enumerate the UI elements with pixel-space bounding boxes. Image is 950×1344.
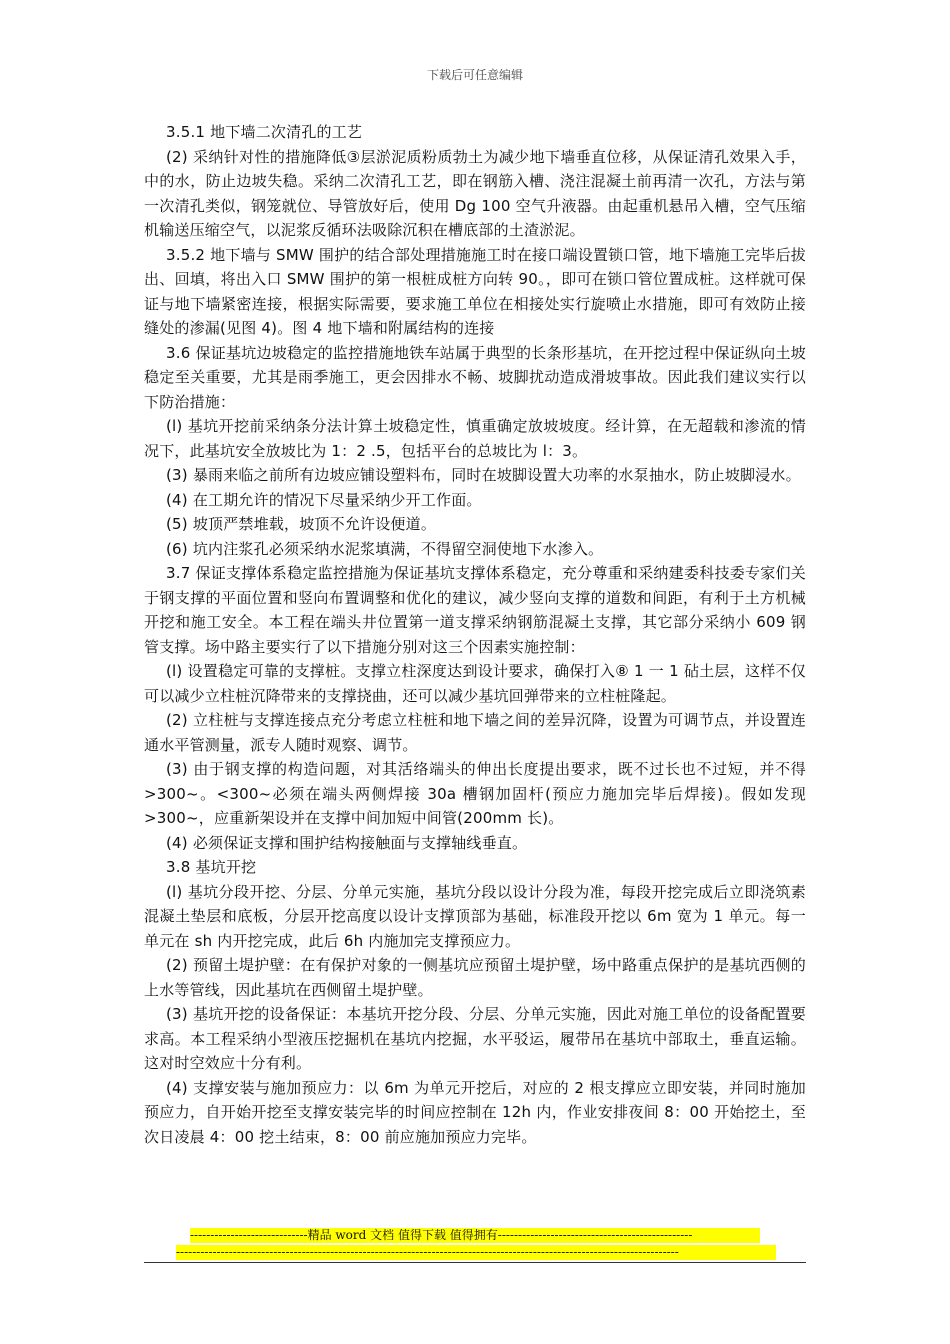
paragraph: 3.5.2 地下墙与 SMW 围护的结合部处理措施施工时在接口端设置锁口管，地下墙施工完毕后拔出、回填，将出入口 SMW 围护的第一根桩成桩方向转 90。，即可在锁口管位置成桩。这样就可保证与地下墙紧密连接，根据实际需要，要求施工单位在相接处实行旋喷止水措施，即可有效防止接缝处的渗漏(见图 4)。图 4 地下墙和附属结构的连接	[144, 245, 806, 337]
paragraph: (3) 由于钢支撑的构造问题，对其活络端头的伸出长度提出要求，既不过长也不过短，并不得>300~。<300~必须在端头两侧焊接 30a 槽钢加固杆(预应力施加完毕后焊接)。假如发现>300~，应重新架设并在支撑中间加短中间管(200mm 长)。	[144, 760, 806, 827]
paragraph: (2) 采纳针对性的措施降低③层淤泥质粉质勃土为减少地下墙垂直位移，从保证清孔效果入手，中的水，防止边坡失稳。采纳二次清孔工艺，即在钢筋入槽、浇注混凝土前再清一次孔，方法与第一次清孔类似，钢笼就位、导管放好后，使用 Dg 100 空气升液器。由起重机悬吊入槽，空气压缩机输送压缩空气，以泥浆反循环法吸除沉积在槽底部的土渣淤泥。	[144, 147, 806, 239]
paragraph: (6) 坑内注浆孔必须采纳水泥浆填满，不得留空洞使地下水渗入。	[166, 539, 604, 558]
paragraph: (l) 基坑开挖前采纳条分法计算土坡稳定性，慎重确定放坡坡度。经计算，在无超载和渗流的情况下，此基坑安全放坡比为 1：2 .5，包括平台的总坡比为 l：3。	[144, 417, 806, 460]
footer-divider	[144, 1262, 806, 1263]
document-body	[144, 120, 806, 1149]
footer-banner-line-1: -----------------------------精品 word 文档 值得下载 值得拥有------------------------------------------------	[190, 1228, 760, 1243]
paragraph: (2) 立柱桩与支撑连接点充分考虑立柱桩和地下墙之间的差异沉降，设置为可调节点，并设置连通水平管测量，派专人随时观察、调节。	[144, 711, 806, 754]
paragraph: (2) 预留土堤护壁：在有保护对象的一侧基坑应预留土堤护壁，场中路重点保护的是基坑西侧的上水等管线，因此基坑在西侧留土堤护壁。	[144, 956, 806, 999]
heading-3-5-1: 3.5.1 地下墙二次清孔的工艺	[166, 123, 363, 141]
paragraph: (3) 基坑开挖的设备保证：本基坑开挖分段、分层、分单元实施，因此对施工单位的设备配置要求高。本工程采纳小型液压挖掘机在基坑内挖掘，水平驳运，履带吊在基坑中部取土，垂直运输。这对时空效应十分有利。	[144, 1005, 806, 1072]
paragraph: (5) 坡顶严禁堆载，坡顶不允许设便道。	[166, 515, 437, 533]
paragraph: (l) 基坑分段开挖、分层、分单元实施，基坑分段以设计分段为准，每段开挖完成后立即浇筑素混凝土垫层和底板，分层开挖高度以设计支撑顶部为基础，标准段开挖以 6m 宽为 1 单元。每一单元在 sh 内开挖完成，此后 6h 内施加完支撑预应力。	[144, 882, 806, 950]
paragraph: 3.7 保证支撑体系稳定监控措施为保证基坑支撑体系稳定，充分尊重和采纳建委科技委专家们关于钢支撑的平面位置和竖向布置调整和优化的建议，减少竖向支撑的道数和间距，有利于土方机械开挖和施工安全。本工程在端头井位置第一道支撑采纳钢筋混凝土支撑，其它部分采纳小 609 钢管支撑。场中路主要实行了以下措施分别对这三个因素实施控制：	[144, 564, 806, 656]
page-header: 下载后可任意编辑	[426, 68, 523, 82]
heading-3-8: 3.8 基坑开挖	[166, 858, 257, 876]
paragraph: 3.6 保证基坑边坡稳定的监控措施地铁车站属于典型的长条形基坑，在开挖过程中保证纵向土坡稳定至关重要，尤其是雨季施工，更会因排水不畅、坡脚扰动造成滑坡事故。因此我们建议实行以下防治措施：	[144, 343, 806, 411]
footer-banner-line-2: ----------------------------------------------------------------------------------------------------------------------------	[176, 1245, 776, 1260]
paragraph: (4) 在工期允许的情况下尽量采纳少开工作面。	[166, 490, 482, 509]
paragraph: (4) 必须保证支撑和围护结构接触面与支撑轴线垂直。	[166, 833, 528, 852]
paragraph: (4) 支撑安装与施加预应力：以 6m 为单元开挖后，对应的 2 根支撑应立即安装，并同时施加预应力，自开始开挖至支撑安装完毕的时间应控制在 12h 内，作业安排夜间 8：00 开始挖土，至次日凌晨 4：00 挖土结束，8：00 前应施加预应力完毕。	[144, 1078, 806, 1146]
paragraph: (l) 设置稳定可靠的支撑桩。支撑立柱深度达到设计要求，确保打入⑧ 1 一 1 砧土层，这样不仅可以减少立柱桩沉降带来的支撑挠曲，还可以减少基坑回弹带来的立柱桩隆起。	[144, 662, 806, 705]
paragraph: (3) 暴雨来临之前所有边坡应铺设塑料布，同时在坡脚设置大功率的水泵抽水，防止坡脚浸水。	[166, 466, 801, 484]
